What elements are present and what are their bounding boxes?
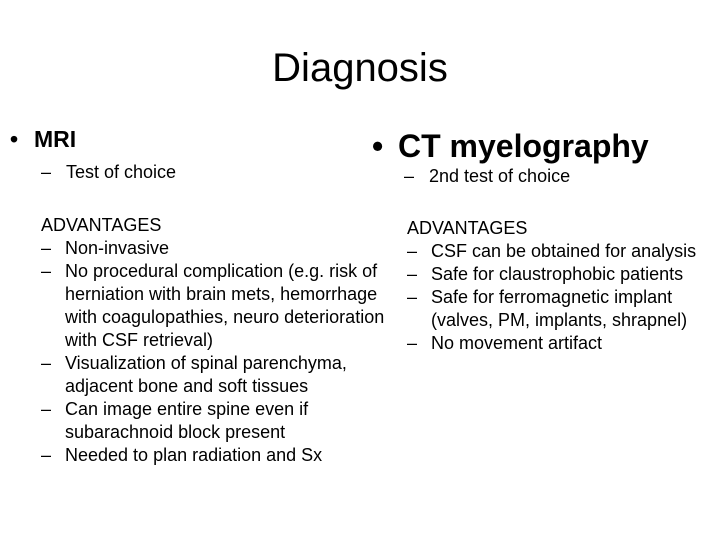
mri-subheading [41, 161, 176, 183]
dash-icon: – [407, 333, 418, 353]
dash-icon: – [407, 264, 418, 284]
mri-subheading-text: Test of choice [66, 162, 177, 182]
ct-myelography-advantages-label: ADVANTAGES [407, 218, 528, 238]
bullet-icon: • [372, 128, 384, 164]
mri-heading [10, 124, 76, 154]
list-item-text: Can image entire spine even if subarachnoid block present [65, 399, 309, 442]
list-item-text: Non-invasive [65, 238, 170, 258]
list-item-text: Visualization of spinal parenchyma, adjacent bone and soft tissues [65, 353, 347, 396]
list-item [41, 398, 391, 444]
mri-advantages-list [41, 237, 391, 467]
list-item [407, 263, 707, 286]
list-item [407, 240, 707, 263]
dash-icon: – [41, 353, 52, 373]
list-item [41, 444, 391, 467]
list-item [41, 260, 391, 352]
dash-icon: – [41, 261, 52, 281]
ct-myelography-heading [372, 126, 649, 166]
dash-icon: – [407, 287, 418, 307]
list-item [407, 286, 707, 332]
ct-myelography-advantages-list [407, 240, 707, 355]
dash-icon: – [41, 162, 52, 182]
mri-advantages [41, 214, 391, 467]
ct-myelography-advantages [407, 217, 707, 355]
dash-icon: – [404, 166, 415, 186]
list-item-text: Needed to plan radiation and Sx [65, 445, 323, 465]
list-item-text: CSF can be obtained for analysis [431, 241, 697, 261]
bullet-icon: • [10, 126, 19, 152]
list-item-text: No movement artifact [431, 333, 603, 353]
list-item [41, 352, 391, 398]
ct-myelography-subheading-text: 2nd test of choice [429, 166, 571, 186]
list-item-text: Safe for ferromagnetic implant (valves, PM, implants, shrapnel) [431, 287, 688, 330]
dash-icon: – [407, 241, 418, 261]
mri-advantages-label: ADVANTAGES [41, 215, 162, 235]
list-item [407, 332, 707, 355]
dash-icon: – [41, 238, 52, 258]
list-item-text: Safe for claustrophobic patients [431, 264, 684, 284]
mri-heading-text: MRI [34, 126, 77, 152]
list-item [41, 237, 391, 260]
ct-myelography-subheading [404, 165, 570, 187]
ct-myelography-heading-text: CT myelography [398, 128, 649, 164]
slide-title: Diagnosis [272, 46, 448, 90]
list-item-text: No procedural complication (e.g. risk of herniation with brain mets, hemorrhage with coagulopathies, neuro deterioration with CSF retrieval) [65, 261, 385, 350]
dash-icon: – [41, 399, 52, 419]
dash-icon: – [41, 445, 52, 465]
